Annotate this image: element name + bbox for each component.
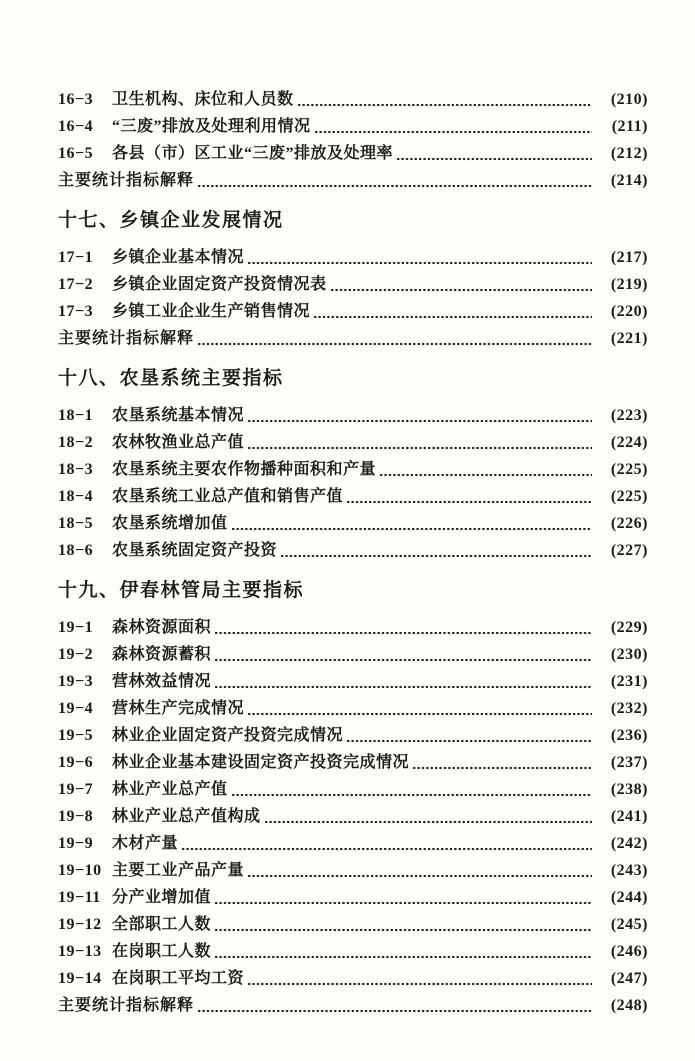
toc-entry [58,402,648,429]
entry-number: 19−6 [58,754,94,771]
toc-entry [58,695,648,722]
dot-leader [247,429,592,456]
entry-number: 16−4 [58,118,94,135]
entry-page-number: (231) [610,673,648,690]
entry-number: 19−13 [58,943,102,960]
toc-entry [58,722,648,749]
dot-leader [247,965,592,992]
dot-leader [197,992,592,1019]
toc-entry [58,537,648,564]
dot-leader [280,537,592,564]
section-heading: 十九、伊春林管局主要指标 [58,580,305,601]
entry-number: 18−1 [58,407,94,424]
toc-entry [58,167,648,194]
entry-page-number: (227) [610,542,648,559]
toc-entry [58,641,648,668]
entry-page-number: (214) [610,172,648,189]
entry-page-number: (223) [610,407,648,424]
dot-leader [197,325,592,352]
entry-title: 森林资源蓄积 [112,646,212,663]
entry-page-number: (243) [610,862,648,879]
toc-entry [58,830,648,857]
entry-number: 16−5 [58,145,94,162]
dot-leader [247,402,592,429]
dot-leader [214,668,592,695]
toc-entry [58,140,648,167]
entry-page-number: (221) [610,330,648,347]
entry-number: 19−9 [58,835,94,852]
entry-title: 乡镇企业基本情况 [112,249,245,266]
dot-leader [231,510,592,537]
entry-title: 乡镇工业企业生产销售情况 [112,303,311,320]
section-rows [58,614,648,1019]
entry-title: 林业企业基本建设固定资产投资完成情况 [112,754,410,771]
entry-title: 林业产业总产值构成 [112,808,261,825]
entry-title: 农垦系统固定资产投资 [112,542,278,559]
toc-section [58,366,648,564]
entry-page-number: (225) [610,461,648,478]
toc-entry [58,510,648,537]
entry-title: 农垦系统增加值 [112,515,228,532]
dot-leader [214,614,592,641]
entry-number: 18−2 [58,434,94,451]
entry-page-number: (212) [610,145,648,162]
entry-page-number: (245) [610,916,648,933]
entry-page-number: (230) [610,646,648,663]
entry-title: 卫生机构、床位和人员数 [112,91,294,108]
entry-title: 农垦系统主要农作物播种面积和产量 [112,461,377,478]
toc-entry [58,298,648,325]
entry-title: 主要统计指标解释 [58,330,195,347]
entry-number: 16−3 [58,91,94,108]
toc-entry [58,271,648,298]
entry-title: 农垦系统工业总产值和销售产值 [112,488,344,505]
toc-entry [58,911,648,938]
entry-page-number: (225) [610,488,648,505]
toc-entry [58,113,648,140]
section-rows [58,402,648,564]
entry-number: 19−10 [58,862,102,879]
entry-title: 各县（市）区工业“三废”排放及处理率 [112,145,394,162]
toc-entry [58,325,648,352]
toc-entry [58,992,648,1019]
dot-leader [314,113,592,140]
dot-leader [247,857,592,884]
entry-number: 18−4 [58,488,94,505]
dot-leader [231,776,592,803]
entry-page-number: (224) [610,434,648,451]
toc-entry [58,483,648,510]
entry-number: 19−8 [58,808,94,825]
entry-title: 主要统计指标解释 [58,997,195,1014]
entry-number: 18−6 [58,542,94,559]
entry-title: 农垦系统基本情况 [112,407,245,424]
dot-leader [412,749,592,776]
entry-page-number: (217) [610,249,648,266]
entry-number: 17−2 [58,276,94,293]
entry-page-number: (244) [610,889,648,906]
entry-number: 18−5 [58,515,94,532]
toc-entry [58,776,648,803]
dot-leader [247,244,592,271]
entry-page-number: (238) [610,781,648,798]
entry-number: 17−1 [58,249,94,266]
entry-title: 在岗职工平均工资 [112,970,245,987]
dot-leader [197,167,592,194]
section-heading: 十八、农垦系统主要指标 [58,368,284,389]
entry-title: 农林牧渔业总产值 [112,434,245,451]
toc-entry [58,803,648,830]
dot-leader [346,722,592,749]
toc-section [58,86,648,194]
entry-number: 19−4 [58,700,94,717]
toc-section [58,578,648,1019]
entry-title: 林业企业固定资产投资完成情况 [112,727,344,744]
section-heading: 十七、乡镇企业发展情况 [58,210,284,231]
entry-page-number: (248) [610,997,648,1014]
entry-page-number: (242) [610,835,648,852]
entry-page-number: (210) [610,91,648,108]
toc-entry [58,429,648,456]
section-rows [58,86,648,194]
entry-number: 17−3 [58,303,94,320]
dot-leader [396,140,592,167]
entry-title: 全部职工人数 [112,916,212,933]
dot-leader [214,938,592,965]
entry-page-number: (226) [610,515,648,532]
entry-page-number: (236) [610,727,648,744]
entry-title: 木材产量 [112,835,179,852]
entry-number: 19−2 [58,646,94,663]
dot-leader [181,830,592,857]
entry-title: 林业产业总产值 [112,781,228,798]
entry-title: 主要统计指标解释 [58,172,195,189]
dot-leader [214,911,592,938]
entry-page-number: (241) [610,808,648,825]
entry-title: 营林生产完成情况 [112,700,245,717]
toc-list [58,86,648,1019]
entry-page-number: (232) [610,700,648,717]
dot-leader [247,695,592,722]
entry-number: 19−3 [58,673,94,690]
toc-entry [58,86,648,113]
entry-page-number: (247) [610,970,648,987]
entry-page-number: (219) [610,276,648,293]
toc-entry [58,668,648,695]
entry-number: 19−1 [58,619,94,636]
toc-entry [58,456,648,483]
entry-title: 主要工业产品产量 [112,862,245,879]
entry-number: 19−7 [58,781,94,798]
toc-entry [58,857,648,884]
dot-leader [264,803,592,830]
dot-leader [214,884,592,911]
entry-number: 19−11 [58,889,101,906]
entry-title: “三废”排放及处理利用情况 [112,118,311,135]
entry-title: 分产业增加值 [112,889,212,906]
dot-leader [297,86,592,113]
entry-title: 乡镇企业固定资产投资情况表 [112,276,327,293]
entry-page-number: (220) [610,303,648,320]
dot-leader [214,641,592,668]
toc-entry [58,938,648,965]
toc-entry [58,749,648,776]
dot-leader [313,298,592,325]
entry-number: 19−5 [58,727,94,744]
toc-entry [58,884,648,911]
entry-number: 19−12 [58,916,102,933]
section-rows [58,244,648,352]
entry-number: 18−3 [58,461,94,478]
entry-number: 19−14 [58,970,102,987]
dot-leader [379,456,592,483]
entry-title: 营林效益情况 [112,673,212,690]
dot-leader [346,483,592,510]
toc-entry [58,614,648,641]
entry-title: 森林资源面积 [112,619,212,636]
toc-entry [58,244,648,271]
toc-section [58,208,648,352]
entry-page-number: (229) [610,619,648,636]
dot-leader [330,271,592,298]
toc-entry [58,965,648,992]
entry-page-number: (246) [610,943,648,960]
entry-title: 在岗职工人数 [112,943,212,960]
entry-page-number: (211) [611,118,648,135]
entry-page-number: (237) [610,754,648,771]
